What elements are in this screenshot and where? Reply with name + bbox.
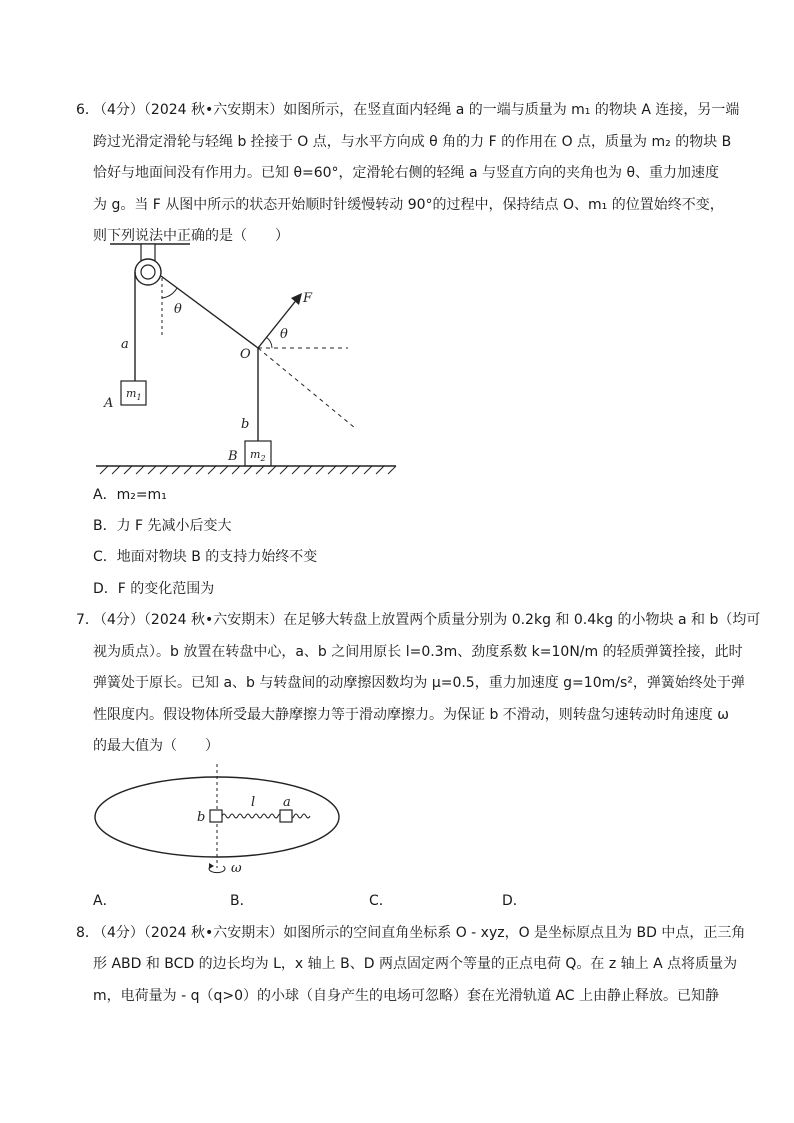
q7-option-D: D． (502, 893, 527, 909)
dashed-diagonal (258, 348, 355, 428)
block-b (210, 810, 222, 822)
q7-option-B: B． (230, 893, 254, 909)
q6-option-D: D．F 的变化范围为 (93, 581, 215, 597)
point-O-label: O (240, 347, 251, 362)
q7-option-C: C． (369, 893, 393, 909)
block-A-mass: $m_1$ (126, 387, 142, 402)
q7-number: 7． (76, 612, 99, 628)
block-B-mass: $m_2$ (250, 448, 266, 463)
theta-arc-right (266, 337, 272, 348)
force-F-line (258, 298, 298, 348)
q7-option-A: A． (93, 893, 117, 909)
rope-b-label: b (241, 417, 250, 432)
q6-line-2: 跨过光滑定滑轮与轻绳 b 拴接于 O 点，与水平方向成 θ 角的力 F 的作用在 O 点，质量为 m₂ 的物块 B (93, 134, 732, 150)
block-b-label: b (197, 810, 206, 825)
pulley-axle (141, 265, 155, 279)
theta-arc-top (162, 288, 177, 298)
q6-number: 6． (76, 102, 99, 118)
spring-length-label: l (251, 795, 256, 810)
rope-a-label: a (121, 337, 129, 352)
theta-label-top: θ (174, 302, 182, 317)
q8-line-1: （4分）（2024 秋•六安期末）如图所示的空间直角坐标系 O - xyz，O 是坐标原点且为 BD 中点，正三角 (93, 925, 746, 941)
force-F-label: F (303, 291, 313, 306)
theta-label-right: θ (280, 327, 288, 342)
q8-number: 8． (76, 925, 99, 941)
q7-line-4: 性限度内。假设物体所受最大静摩擦力等于滑动摩擦力。为保证 b 不滑动，则转盘匀速转动时角速度 ω (93, 707, 729, 723)
block-a-label: a (283, 795, 291, 810)
ground-hatching (100, 466, 396, 474)
q6-line-3: 恰好与地面间没有作用力。已知 θ=60°，定滑轮右侧的轻绳 a 与竖直方向的夹角也为 θ、重力加速度 (93, 165, 720, 181)
q7-line-3: 弹簧处于原长。已知 a、b 与转盘间的动摩擦因数均为 μ=0.5，重力加速度 g=10m/s²，弹簧始终处于弹 (93, 675, 745, 691)
q6-line-5: 则下列说法中正确的是（ ） (93, 228, 289, 244)
block-a (280, 810, 292, 822)
q7-line-1: （4分）（2024 秋•六安期末）在足够大转盘上放置两个质量分别为 0.2kg 和 0.4kg 的小物块 a 和 b（均可 (93, 612, 761, 628)
q6-option-C: C．地面对物块 B 的支持力始终不变 (93, 549, 318, 565)
q6-option-B: B．力 F 先减小后变大 (93, 518, 232, 534)
force-F-arrowhead (291, 293, 302, 305)
block-B-label: B (228, 449, 238, 464)
q8-line-2: 形 ABD 和 BCD 的边长均为 L，x 轴上 B、D 两点固定两个等量的正点电荷 Q。在 z 轴上 A 点将质量为 (93, 956, 738, 972)
omega-label: ω (231, 861, 242, 876)
q6-line-1: （4分）（2024 秋•六安期末）如图所示，在竖直面内轻绳 a 的一端与质量为 m₁ 的物块 A 连接，另一端 (93, 102, 740, 118)
q6-line-4: 为 g。当 F 从图中所示的状态开始顺时针缓慢转动 90°的过程中，保持结点 O、m₁ 的位置始终不变， (93, 197, 724, 213)
q6-option-A: A．m₂=m₁ (93, 487, 167, 503)
q7-line-5: 的最大值为（ ） (93, 738, 219, 754)
q8-line-3: m，电荷量为 - q（q>0）的小球（自身产生的电场可忽略）套在光滑轨道 AC 上由静止释放。已知静 (93, 988, 720, 1004)
block-A-label: A (104, 396, 114, 411)
q7-figure (90, 762, 350, 882)
q6-figure (90, 238, 410, 478)
q7-line-2: 视为质点）。b 放置在转盘中心，a、b 之间用原长 l=0.3m、劲度系数 k=10N/m 的轻质弹簧拴接，此时 (93, 644, 743, 660)
rotation-arrowhead (209, 863, 214, 869)
spring (222, 814, 310, 818)
